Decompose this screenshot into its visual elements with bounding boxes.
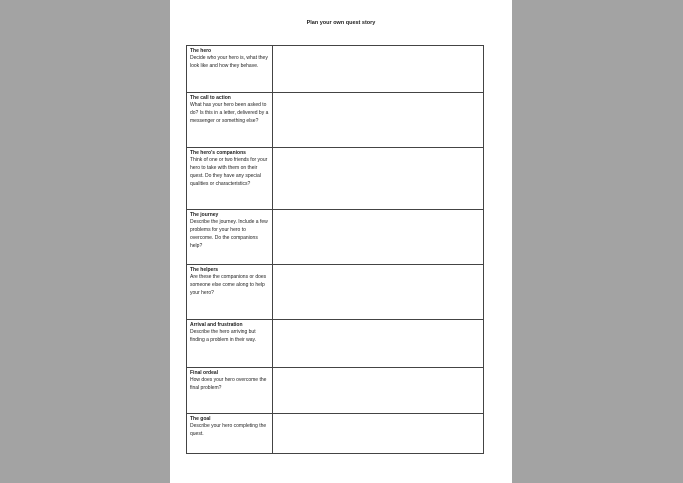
table-row — [187, 46, 484, 93]
prompt-heading: Arrival and frustration — [190, 321, 243, 328]
prompt-heading: The hero's companions — [190, 149, 246, 156]
prompt-heading: The hero — [190, 47, 212, 54]
answer-cell-goal[interactable] — [273, 414, 484, 454]
row-label-goal — [187, 414, 273, 454]
prompt-heading: Final ordeal — [190, 369, 219, 376]
answer-cell-companions[interactable] — [273, 148, 484, 210]
prompt-text: Describe your hero completing the quest. — [190, 423, 267, 438]
prompt-heading: The helpers — [190, 266, 219, 273]
table-row — [187, 368, 484, 414]
table-row — [187, 148, 484, 210]
answer-cell-helpers[interactable] — [273, 265, 484, 320]
prompt-text: Describe the journey. Include a few problems for your hero to overcome. Do the companions help? — [190, 219, 268, 249]
prompt-text: Are these the companions or does someone else come along to help your hero? — [190, 274, 267, 296]
quest-planning-table — [186, 45, 484, 454]
prompt-text: How does your hero overcome the final problem? — [190, 377, 267, 392]
row-label-call-to-action — [187, 93, 273, 148]
document-page — [170, 0, 512, 483]
page-title: Plan your own quest story — [306, 20, 376, 26]
table-row — [187, 93, 484, 148]
prompt-text: Describe the hero arriving but finding a problem in their way. — [190, 329, 257, 344]
table-row — [187, 210, 484, 265]
row-label-arrival — [187, 320, 273, 368]
answer-cell-hero[interactable] — [273, 46, 484, 93]
answer-cell-journey[interactable] — [273, 210, 484, 265]
table-row — [187, 265, 484, 320]
prompt-heading: The call to action — [190, 94, 231, 101]
prompt-heading: The goal — [190, 415, 211, 422]
row-label-helpers — [187, 265, 273, 320]
prompt-text: Decide who your hero is, what they look like and how they behave. — [190, 55, 268, 70]
prompt-heading: The journey — [190, 211, 219, 218]
row-label-companions — [187, 148, 273, 210]
prompt-text: What has your hero been asked to do? Is this in a letter, delivered by a messenger or something else? — [190, 102, 269, 124]
row-label-final-ordeal — [187, 368, 273, 414]
row-label-hero — [187, 46, 273, 93]
answer-cell-final-ordeal[interactable] — [273, 368, 484, 414]
row-label-journey — [187, 210, 273, 265]
answer-cell-call-to-action[interactable] — [273, 93, 484, 148]
answer-cell-arrival[interactable] — [273, 320, 484, 368]
prompt-text: Think of one or two friends for your hero to take with them on their quest. Do they have any special qualities or characteristics? — [190, 157, 268, 187]
table-row — [187, 320, 484, 368]
table-row — [187, 414, 484, 454]
